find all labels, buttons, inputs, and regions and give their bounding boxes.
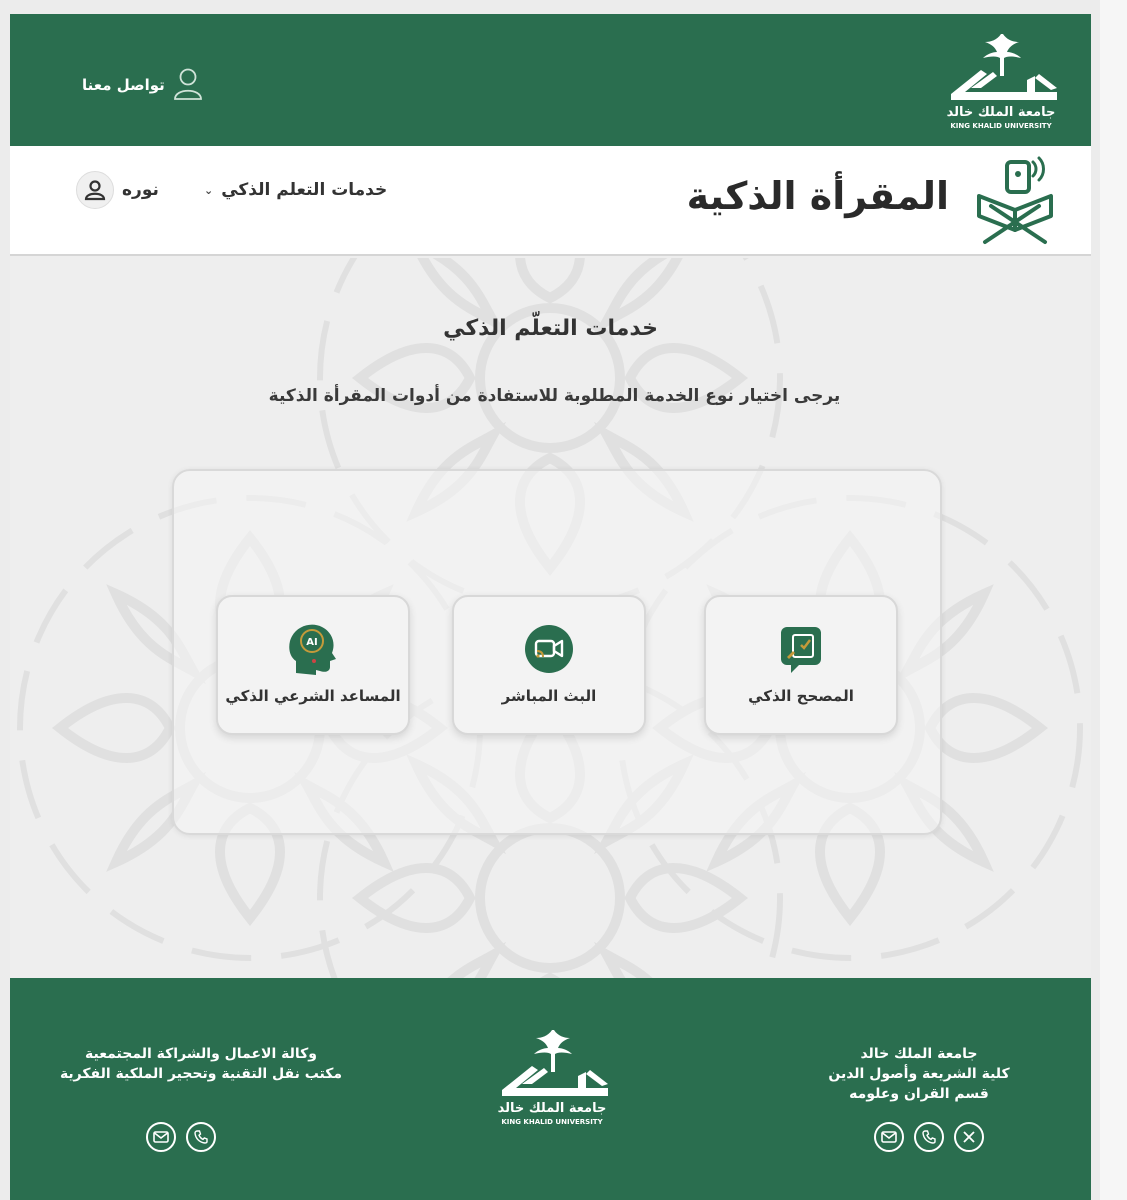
avatar [76,171,114,209]
services-subtitle: يرجى اختيار نوع الخدمة المطلوبة للاستفادة من أدوات المقرأة الذكية [268,386,841,406]
footer-line: جامعة الملك خالد [860,1046,978,1062]
footer-line: كلية الشريعة وأصول الدين [828,1066,1010,1082]
user-outline-icon [173,66,203,104]
mail-icon[interactable] [874,1122,904,1152]
mail-icon[interactable] [146,1122,176,1152]
user-icon [83,178,107,202]
university-logo[interactable] [931,30,1071,130]
chevron-down-icon: ⌄ [204,183,214,197]
logo-english-text: KING KHALID UNIVERSITY [950,122,1052,130]
smart-sharia-assistant-card[interactable] [216,595,410,735]
footer-line: قسم القران وعلومه [849,1086,989,1102]
page-title: المقرأة الذكية [686,174,949,218]
smart-sharia-assistant-label: المساعد الشرعي الذكي [225,687,401,705]
ai-head-icon [283,619,343,679]
top-bar [10,14,1091,146]
smart-corrector-card[interactable] [704,595,898,735]
window-edge [1100,0,1127,1200]
footer-office-info [46,1044,356,1084]
footer-logo-arabic-text: جامعة الملك خالد [497,1101,607,1116]
footer-university-logo[interactable] [482,1026,622,1126]
live-stream-label: البث المباشر [501,687,597,705]
user-name: نوره [122,180,159,200]
footer-left-social [146,1122,216,1152]
services-panel [172,469,942,835]
footer-university-info [809,1044,1029,1104]
live-stream-card[interactable] [452,595,646,735]
smart-learning-services-menu[interactable] [204,180,387,200]
footer-line: وكالة الاعمال والشراكة المجتمعية [85,1046,317,1062]
x-icon[interactable] [954,1122,984,1152]
app-header [10,146,1091,256]
ai-badge-text: AI [306,637,318,648]
logo-arabic-text: جامعة الملك خالد [946,105,1056,120]
footer-line: مكتب نقل التقنية وتحجير الملكية الفكرية [59,1066,343,1082]
contact-us-label: تواصل معنا [82,76,165,94]
phone-icon[interactable] [186,1122,216,1152]
footer-right-social [874,1122,984,1152]
quran-stand-icon [969,152,1061,248]
page [10,14,1091,1200]
footer-logo-english-text: KING KHALID UNIVERSITY [501,1118,603,1126]
smart-corrector-label: المصحح الذكي [748,687,854,705]
footer [10,978,1091,1200]
user-profile[interactable] [76,171,159,209]
live-stream-icon [519,619,579,679]
menu-label: خدمات التعلم الذكي [221,180,388,200]
contact-us-link[interactable] [82,66,203,104]
services-heading: خدمات التعلّم الذكي [443,316,658,341]
phone-icon[interactable] [914,1122,944,1152]
smart-corrector-icon [771,619,831,679]
